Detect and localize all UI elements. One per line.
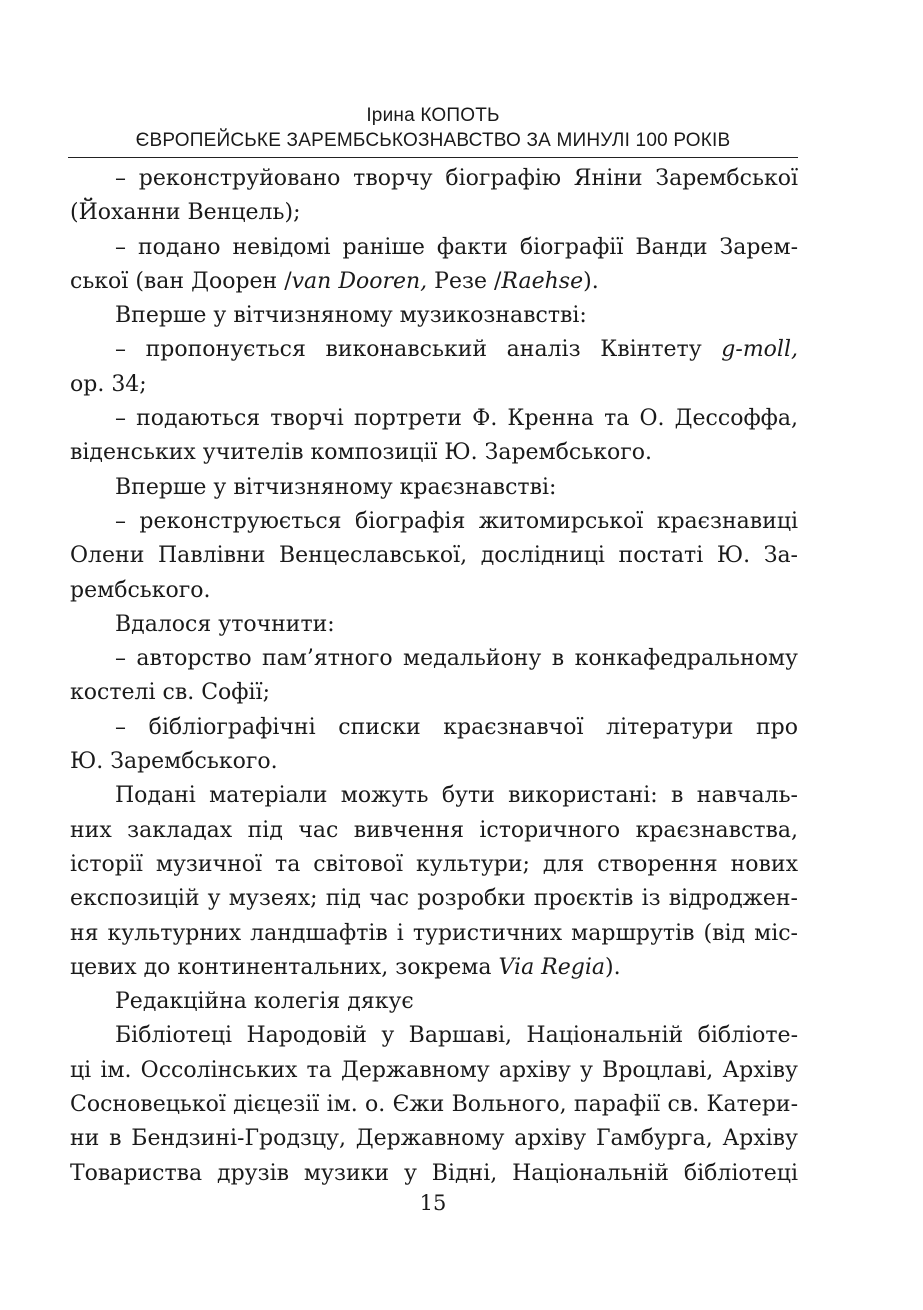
italic-text: Via Regia (498, 954, 605, 980)
text-segment: ор. 34; (70, 371, 147, 397)
text-segment: них закладах під час вивчення історичного краєзнавства, (70, 817, 798, 843)
text-segment: ці ім. Оссолінських та Державному архіву у Вроцлаві, Архіву (70, 1057, 798, 1083)
text-segment: Вдалося уточнити: (115, 611, 335, 637)
text-line (70, 196, 798, 230)
text-line (70, 505, 798, 539)
text-line (70, 265, 798, 299)
text-line (70, 745, 798, 779)
text-line (70, 333, 798, 367)
text-segment: – подано невідомі раніше факти біографії Ванди Зарем- (115, 234, 798, 260)
text-line (70, 814, 798, 848)
italic-text: van Dooren, (291, 268, 428, 294)
text-segment: – реконструйовано творчу біографію Яніни Зарембської (115, 166, 798, 191)
text-line (70, 848, 798, 882)
header-rule (68, 157, 798, 158)
text-segment: Олени Павлівни Венцеславської, дослідниці постаті Ю. За- (70, 543, 798, 569)
text-segment: – пропонується виконавський аналіз Квінтету (115, 337, 722, 363)
body-text (70, 162, 798, 1191)
text-segment: історії музичної та світової культури; для створення нових (70, 851, 798, 877)
text-line (70, 539, 798, 573)
text-segment: Редакційна колегія дякує (115, 989, 414, 1015)
text-line (70, 608, 798, 642)
text-segment: – авторство пам’ятного медальйону в конкафедральному (115, 646, 798, 672)
text-segment: – бібліографічні списки краєзнавчої літератури про (115, 714, 798, 740)
text-segment: ської (ван Доорен / (70, 268, 292, 294)
text-line (70, 951, 798, 985)
text-line (70, 574, 798, 608)
text-line (70, 642, 798, 676)
text-segment: цевих до континентальних, зокрема (70, 954, 499, 980)
text-segment: Вперше у вітчизняному музикознавстві: (115, 303, 587, 329)
text-segment: (Йоханни Венцель); (70, 200, 301, 226)
text-segment: Подані матеріали можуть бути використані: в навчаль- (115, 783, 798, 809)
header-title: ЄВРОПЕЙСЬКЕ ЗАРЕМБСЬКОЗНАВСТВО ЗА МИНУЛІ 100 РОКІВ (135, 130, 731, 151)
text-line (70, 1157, 798, 1191)
text-segment: Вперше у вітчизняному краєзнавстві: (115, 474, 557, 500)
running-header (68, 103, 798, 153)
text-segment: Товариства друзів музики у Відні, Національній бібліотеці (70, 1160, 798, 1186)
text-segment: ). (583, 268, 599, 294)
text-line (70, 917, 798, 951)
text-line (70, 162, 798, 196)
text-segment: Бібліотеці Народовій у Варшаві, Національній бібліоте- (115, 1023, 798, 1049)
text-line (70, 779, 798, 813)
header-author: Ірина КОПОТЬ (366, 105, 500, 126)
text-segment: Ю. Зарембського. (70, 749, 278, 775)
text-segment: – подаються творчі портрети Ф. Кренна та О. Дессоффа, (115, 406, 798, 432)
text-line (70, 711, 798, 745)
text-line (70, 1122, 798, 1156)
text-line (70, 471, 798, 505)
text-segment: ня культурних ландшафтів і туристичних маршрутів (від міс- (70, 920, 798, 946)
text-segment: рембського. (70, 577, 211, 603)
text-line (70, 368, 798, 402)
text-line (70, 882, 798, 916)
italic-text: Raehse (501, 268, 584, 294)
text-line (70, 1054, 798, 1088)
text-line (70, 1019, 798, 1053)
text-segment: – реконструюється біографія житомирської краєзнавиці (115, 508, 798, 534)
text-line (70, 1088, 798, 1122)
text-segment: віденських учителів композиції Ю. Зарембського. (70, 440, 652, 466)
text-line (70, 436, 798, 470)
text-segment: ). (605, 954, 621, 980)
text-line (70, 231, 798, 265)
text-segment: костелі св. Софії; (70, 680, 270, 706)
text-segment: Сосновецької дієцезії ім. о. Єжи Вольного, парафії св. Катери- (70, 1092, 798, 1118)
text-segment: ни в Бендзині-Гродзцу, Державному архіву Гамбурга, Архіву (70, 1126, 798, 1152)
text-segment: експозицій у музеях; під час розробки проєктів із відроджен- (70, 886, 798, 912)
text-segment: Резе / (427, 268, 502, 294)
page-number: 15 (419, 1191, 447, 1215)
text-line (70, 402, 798, 436)
italic-text: g-moll, (721, 337, 798, 363)
text-line (70, 299, 798, 333)
text-line (70, 676, 798, 710)
text-line (70, 985, 798, 1019)
